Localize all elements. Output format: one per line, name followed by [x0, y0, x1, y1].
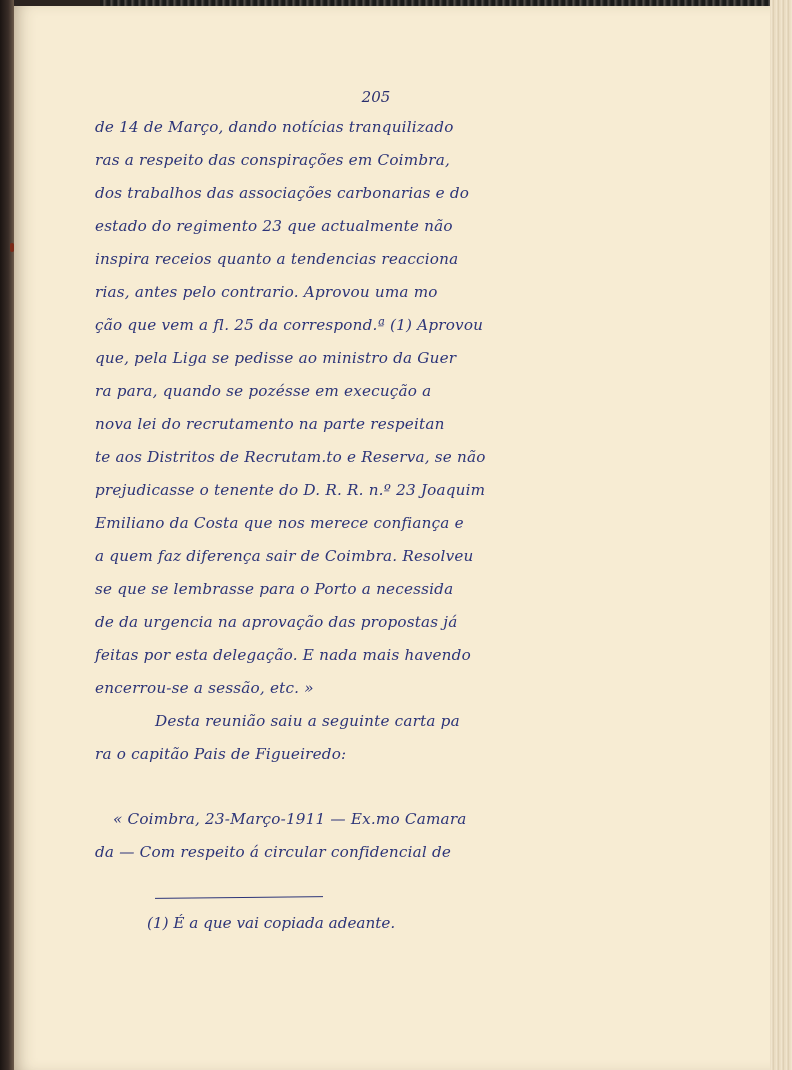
- manuscript-line: que, pela Liga se pedisse ao ministro da Guer: [95, 349, 457, 367]
- manuscript-line: ra para, quando se pozésse em execução a: [95, 382, 432, 400]
- manuscript-line: a quem faz diferença sair de Coimbra. Resolveu: [95, 547, 474, 565]
- manuscript-line: inspira receios quanto a tendencias reacciona: [95, 250, 459, 268]
- book-binding: [0, 0, 14, 1070]
- page-number: 205: [361, 88, 391, 106]
- manuscript-line: te aos Distritos de Recrutam.to e Reserva, se não: [95, 448, 486, 466]
- footnote: (1) É a que vai copiada adeante.: [147, 914, 396, 932]
- manuscript-line: rias, antes pelo contrario. Aprovou uma mo: [95, 283, 438, 301]
- manuscript-line: ra o capitão Pais de Figueiredo:: [95, 745, 347, 763]
- manuscript-line: encerrou-se a sessão, etc. »: [95, 679, 314, 697]
- manuscript-line: nova lei do recrutamento na parte respeitan: [95, 415, 445, 433]
- manuscript-line: prejudicasse o tenente do D. R. R. n.º 23 Joaquim: [95, 481, 486, 499]
- manuscript-line: ras a respeito das conspirações em Coimbra,: [95, 151, 450, 169]
- page-stack-edge: [770, 0, 792, 1070]
- manuscript-line: da — Com respeito á circular confidencial de: [95, 843, 452, 861]
- margin-mark: [10, 243, 14, 252]
- manuscript-line: estado do regimento 23 que actualmente não: [95, 217, 453, 235]
- manuscript-line: dos trabalhos das associações carbonarias e do: [95, 184, 470, 202]
- manuscript-line: de da urgencia na aprovação das propostas já: [95, 613, 458, 631]
- manuscript-line: Emiliano da Costa que nos merece confiança e: [95, 514, 464, 532]
- manuscript-line: Desta reunião saiu a seguinte carta pa: [155, 712, 460, 730]
- manuscript-line: « Coimbra, 23-Março-1911 — Ex.mo Camara: [113, 810, 467, 828]
- manuscript-line: ção que vem a fl. 25 da correspond.ª (1) Aprovou: [95, 316, 484, 334]
- manuscript-line: feitas por esta delegação. E nada mais havendo: [95, 646, 471, 664]
- manuscript-line: se que se lembrasse para o Porto a necessida: [95, 580, 454, 598]
- manuscript-line: de 14 de Março, dando notícias tranquilizado: [95, 118, 454, 136]
